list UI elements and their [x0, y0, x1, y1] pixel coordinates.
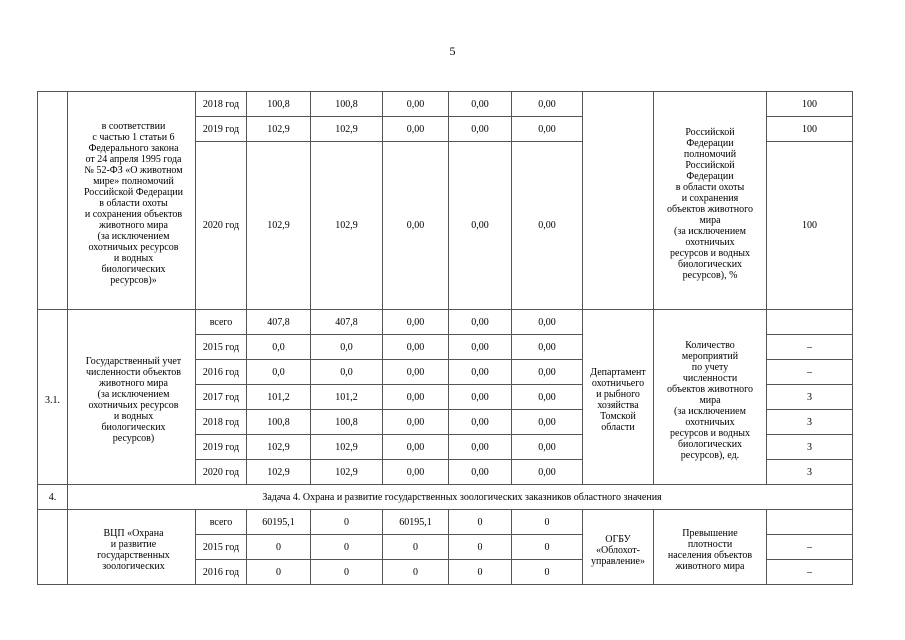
value-cell: 0,00 [512, 335, 583, 360]
year-cell: всего [196, 510, 247, 535]
indicator-value: – [767, 560, 853, 585]
table-row [38, 510, 853, 535]
indicator-cell: Количество мероприятий по учету численности объектов животного мира (за исключением охотничьих ресурсов и водных биологических ресурсов), ед. [654, 310, 767, 485]
indicator-value: 3 [767, 435, 853, 460]
table-row [38, 310, 853, 335]
year-cell: 2019 год [196, 117, 247, 142]
value-cell: 101,2 [311, 385, 383, 410]
value-cell: 0 [311, 535, 383, 560]
year-cell: 2020 год [196, 142, 247, 310]
year-cell: 2018 год [196, 92, 247, 117]
value-cell: 0,00 [449, 92, 512, 117]
indicator-value: 3 [767, 410, 853, 435]
value-cell: 0,00 [512, 142, 583, 310]
value-cell: 0,00 [512, 410, 583, 435]
value-cell: 0 [383, 535, 449, 560]
value-cell: 0 [449, 560, 512, 585]
value-cell: 0,00 [383, 385, 449, 410]
value-cell: 0,00 [449, 385, 512, 410]
value-cell: 0,00 [449, 142, 512, 310]
activity-cell: ВЦП «Охрана и развитие государственных зоологических [68, 510, 196, 585]
value-cell: 0,0 [311, 335, 383, 360]
value-cell: 0,00 [512, 360, 583, 385]
value-cell: 0,00 [512, 117, 583, 142]
indicator-value: 3 [767, 460, 853, 485]
num-cell [38, 510, 68, 585]
num-cell: 4. [38, 485, 68, 510]
task-row [38, 485, 853, 510]
value-cell: 0,00 [383, 117, 449, 142]
value-cell: 0 [449, 510, 512, 535]
value-cell: 60195,1 [383, 510, 449, 535]
value-cell: 0,00 [449, 310, 512, 335]
indicator-value: 100 [767, 117, 853, 142]
year-cell: 2016 год [196, 360, 247, 385]
year-cell: 2017 год [196, 385, 247, 410]
indicator-value: – [767, 535, 853, 560]
executor-cell: ОГБУ «Облохот- управление» [583, 510, 654, 585]
value-cell: 0,00 [383, 435, 449, 460]
total-cell: 0 [247, 560, 311, 585]
value-cell: 0,00 [449, 410, 512, 435]
executor-cell [583, 92, 654, 310]
value-cell: 100,8 [311, 92, 383, 117]
indicator-value: 3 [767, 385, 853, 410]
total-cell: 101,2 [247, 385, 311, 410]
value-cell: 0,00 [383, 410, 449, 435]
indicator-value: 100 [767, 92, 853, 117]
value-cell: 0 [449, 535, 512, 560]
value-cell: 0,00 [383, 460, 449, 485]
total-cell: 102,9 [247, 460, 311, 485]
value-cell: 0,00 [449, 435, 512, 460]
program-table [37, 91, 853, 585]
year-cell: 2016 год [196, 560, 247, 585]
value-cell: 0,00 [383, 92, 449, 117]
indicator-value: 100 [767, 142, 853, 310]
indicator-cell: Превышение плотности населения объектов животного мира [654, 510, 767, 585]
total-cell: 407,8 [247, 310, 311, 335]
value-cell: 0,00 [449, 335, 512, 360]
activity-cell: Государственный учет численности объектов животного мира (за исключением охотничьих ресурсов и водных биологических ресурсов) [68, 310, 196, 485]
value-cell: 0,00 [449, 117, 512, 142]
task-title: Задача 4. Охрана и развитие государственных зоологических заказников областного значения [68, 485, 853, 510]
value-cell: 102,9 [311, 117, 383, 142]
page-number: 5 [449, 44, 456, 58]
value-cell: 0,00 [449, 460, 512, 485]
value-cell: 407,8 [311, 310, 383, 335]
value-cell: 0,00 [449, 360, 512, 385]
value-cell: 0,00 [512, 310, 583, 335]
total-cell: 100,8 [247, 410, 311, 435]
year-cell: 2015 год [196, 335, 247, 360]
table-row [38, 92, 853, 117]
value-cell: 102,9 [311, 142, 383, 310]
indicator-value: – [767, 360, 853, 385]
value-cell: 0,00 [512, 385, 583, 410]
total-cell: 0 [247, 535, 311, 560]
indicator-value [767, 510, 853, 535]
value-cell: 0,00 [383, 335, 449, 360]
total-cell: 0,0 [247, 335, 311, 360]
value-cell: 0 [311, 560, 383, 585]
indicator-cell: Российской Федерации полномочий Российской Федерации в области охоты и сохранения объектов животного мира (за исключением охотничьих ресурсов и водных биологических ресурсов), % [654, 92, 767, 310]
indicator-value: – [767, 335, 853, 360]
value-cell: 0,00 [383, 360, 449, 385]
total-cell: 102,9 [247, 435, 311, 460]
total-cell: 0,0 [247, 360, 311, 385]
total-cell: 100,8 [247, 92, 311, 117]
num-cell: 3.1. [38, 310, 68, 485]
value-cell: 0,00 [512, 460, 583, 485]
activity-cell: в соответствии с частью 1 статьи 6 Федерального закона от 24 апреля 1995 года № 52-ФЗ «О животном мире» полномочий Российской Федерации в области охоты и сохранения объектов животного мира (за исключением охотничьих ресурсов и водных биологических ресурсов)» [68, 92, 196, 310]
value-cell: 0,0 [311, 360, 383, 385]
executor-cell: Департамент охотничьего и рыбного хозяйства Томской области [583, 310, 654, 485]
value-cell: 0 [512, 560, 583, 585]
value-cell: 0 [512, 535, 583, 560]
value-cell: 0,00 [512, 92, 583, 117]
value-cell: 0 [311, 510, 383, 535]
total-cell: 102,9 [247, 142, 311, 310]
value-cell: 100,8 [311, 410, 383, 435]
num-cell [38, 92, 68, 310]
value-cell: 0,00 [383, 142, 449, 310]
total-cell: 102,9 [247, 117, 311, 142]
year-cell: 2018 год [196, 410, 247, 435]
value-cell: 102,9 [311, 460, 383, 485]
value-cell: 0,00 [512, 435, 583, 460]
year-cell: всего [196, 310, 247, 335]
total-cell: 60195,1 [247, 510, 311, 535]
year-cell: 2015 год [196, 535, 247, 560]
value-cell: 0 [512, 510, 583, 535]
year-cell: 2019 год [196, 435, 247, 460]
indicator-value [767, 310, 853, 335]
value-cell: 0,00 [383, 310, 449, 335]
value-cell: 0 [383, 560, 449, 585]
year-cell: 2020 год [196, 460, 247, 485]
value-cell: 102,9 [311, 435, 383, 460]
